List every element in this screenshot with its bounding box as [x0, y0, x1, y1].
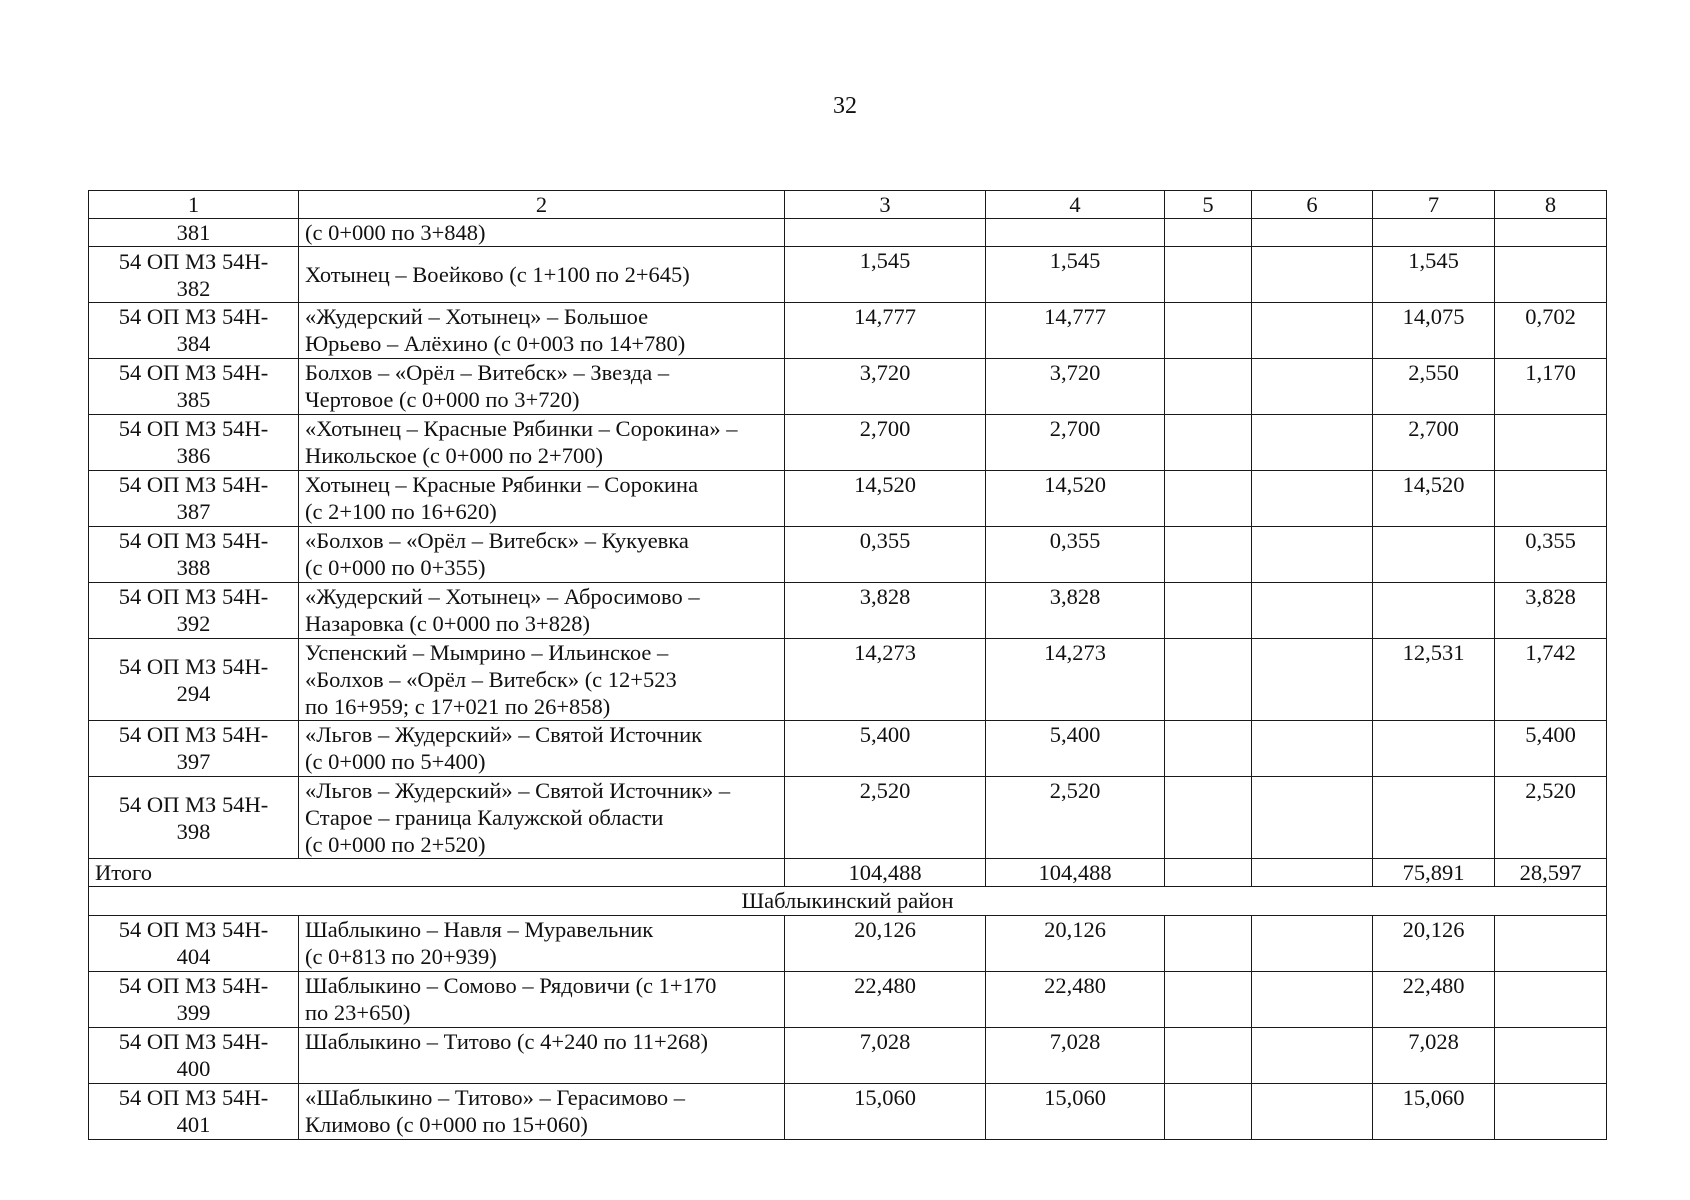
table-row — [89, 916, 1607, 972]
value-cell: 2,520 — [785, 777, 986, 859]
value-cell — [1165, 415, 1252, 471]
road-name-cell — [299, 583, 785, 639]
road-name-cell — [299, 777, 785, 859]
value-cell: 14,520 — [986, 471, 1165, 527]
table-row — [89, 359, 1607, 415]
road-name-line: Юрьево – Алёхино (с 0+003 по 14+780) — [305, 331, 686, 356]
value-cell — [1495, 1028, 1607, 1084]
road-code-line: 382 — [176, 275, 211, 301]
road-code-cell — [89, 639, 299, 721]
value-cell: 22,480 — [986, 972, 1165, 1028]
road-code-line: 54 ОП МЗ 54Н- — [118, 791, 269, 817]
road-name-line: «Жудерский – Хотынец» – Большое — [305, 304, 649, 329]
road-name-line: Назаровка (с 0+000 по 3+828) — [305, 611, 590, 636]
table-row — [89, 639, 1607, 721]
road-name-line: «Жудерский – Хотынец» – Абросимово – — [305, 584, 700, 609]
value-cell — [1252, 527, 1373, 583]
column-number-cell: 6 — [1252, 191, 1373, 219]
column-number-row — [89, 191, 1607, 219]
value-cell — [1373, 583, 1495, 639]
value-cell — [1165, 639, 1252, 721]
road-code-line: 392 — [176, 611, 211, 636]
value-cell: 1,545 — [785, 247, 986, 303]
value-cell — [986, 219, 1165, 247]
value-cell — [1165, 527, 1252, 583]
value-cell — [1495, 415, 1607, 471]
value-cell: 2,520 — [986, 777, 1165, 859]
road-name-line: «Болхов – «Орёл – Витебск» – Кукуевка — [305, 528, 689, 553]
value-cell — [1252, 639, 1373, 721]
road-code-line: 54 ОП МЗ 54Н- — [118, 304, 269, 329]
page-number: 32 — [833, 93, 857, 119]
column-number-cell: 1 — [89, 191, 299, 219]
total-value-cell: 104,488 — [986, 859, 1165, 887]
value-cell: 2,700 — [986, 415, 1165, 471]
total-row — [89, 859, 1607, 887]
table-row — [89, 972, 1607, 1028]
road-code-line: 387 — [176, 499, 211, 524]
value-cell: 22,480 — [785, 972, 986, 1028]
road-rows-group-2 — [89, 916, 1607, 1140]
value-cell: 14,520 — [785, 471, 986, 527]
value-cell — [1495, 1084, 1607, 1140]
road-name-line: «Шаблыкино – Титово» – Герасимово – — [305, 1085, 686, 1110]
value-cell: 3,720 — [785, 359, 986, 415]
value-cell: 2,550 — [1373, 359, 1495, 415]
value-cell — [1252, 471, 1373, 527]
road-name-cell — [299, 359, 785, 415]
road-code-line: 54 ОП МЗ 54Н- — [118, 584, 269, 609]
value-cell — [1165, 777, 1252, 859]
road-name-line: «Льгов – Жудерский» – Святой Источник» – — [305, 778, 731, 803]
table-row — [89, 583, 1607, 639]
table-row — [89, 303, 1607, 359]
value-cell — [1165, 359, 1252, 415]
value-cell — [1252, 219, 1373, 247]
value-cell: 22,480 — [1373, 972, 1495, 1028]
road-name-cell — [299, 916, 785, 972]
road-code-line: 386 — [176, 443, 211, 468]
road-code-line: 401 — [176, 1112, 211, 1137]
road-code-cell — [89, 721, 299, 777]
road-code-line: 54 ОП МЗ 54Н- — [118, 1029, 269, 1054]
road-name-line: (с 2+100 по 16+620) — [305, 499, 497, 524]
road-code-cell — [89, 219, 299, 247]
value-cell — [1165, 583, 1252, 639]
value-cell: 2,700 — [785, 415, 986, 471]
table-row — [89, 527, 1607, 583]
road-name-line: Старое – граница Калужской области — [305, 805, 664, 830]
road-name-line: Болхов – «Орёл – Витебск» – Звезда – — [305, 360, 670, 385]
road-name-cell — [299, 1084, 785, 1140]
value-cell — [1252, 1084, 1373, 1140]
table-row — [89, 471, 1607, 527]
value-cell: 1,742 — [1495, 639, 1607, 721]
value-cell — [1165, 247, 1252, 303]
road-code-line: 399 — [176, 1000, 211, 1025]
road-name-cell — [299, 415, 785, 471]
road-code-cell — [89, 527, 299, 583]
road-name-cell — [299, 972, 785, 1028]
road-name-cell — [299, 219, 785, 247]
value-cell: 7,028 — [986, 1028, 1165, 1084]
value-cell: 20,126 — [1373, 916, 1495, 972]
table-row — [89, 247, 1607, 303]
value-cell — [1165, 303, 1252, 359]
value-cell — [1252, 583, 1373, 639]
value-cell: 2,700 — [1373, 415, 1495, 471]
value-cell: 14,273 — [986, 639, 1165, 721]
value-cell — [1252, 916, 1373, 972]
road-name-line: Успенский – Мымрино – Ильинское – — [305, 640, 669, 665]
road-code-line: 54 ОП МЗ 54Н- — [118, 248, 269, 274]
road-code-line: 384 — [176, 331, 211, 356]
road-code-line: 385 — [176, 387, 211, 412]
value-cell: 5,400 — [785, 721, 986, 777]
road-code-cell — [89, 1084, 299, 1140]
value-cell: 3,828 — [1495, 583, 1607, 639]
column-number-cell: 4 — [986, 191, 1165, 219]
value-cell — [1252, 721, 1373, 777]
value-cell: 7,028 — [785, 1028, 986, 1084]
value-cell — [785, 219, 986, 247]
road-name-cell — [299, 721, 785, 777]
value-cell: 14,777 — [986, 303, 1165, 359]
road-name-line: «Льгов – Жудерский» – Святой Источник — [305, 722, 703, 747]
road-name-line: Хотынец – Воейково (с 1+100 по 2+645) — [305, 262, 690, 287]
road-name-cell — [299, 471, 785, 527]
road-code-line: 398 — [176, 818, 211, 844]
road-code-cell — [89, 916, 299, 972]
value-cell: 1,545 — [986, 247, 1165, 303]
road-name-line: Климово (с 0+000 по 15+060) — [305, 1112, 588, 1137]
road-code-line: 54 ОП МЗ 54Н- — [118, 722, 269, 747]
value-cell — [1495, 471, 1607, 527]
value-cell: 1,545 — [1373, 247, 1495, 303]
table-row — [89, 1084, 1607, 1140]
total-label: Итого — [89, 859, 785, 887]
section-row — [89, 887, 1607, 916]
value-cell — [1165, 916, 1252, 972]
road-name-line: Хотынец – Красные Рябинки – Сорокина — [305, 472, 699, 497]
road-name-cell — [299, 1028, 785, 1084]
value-cell: 20,126 — [785, 916, 986, 972]
column-number-cell: 3 — [785, 191, 986, 219]
value-cell — [1252, 303, 1373, 359]
value-cell — [1495, 247, 1607, 303]
value-cell: 3,720 — [986, 359, 1165, 415]
value-cell — [1165, 1028, 1252, 1084]
value-cell — [1165, 972, 1252, 1028]
road-name-line: Никольское (с 0+000 по 2+700) — [305, 443, 603, 468]
value-cell — [1252, 972, 1373, 1028]
value-cell: 5,400 — [1495, 721, 1607, 777]
road-code-cell — [89, 415, 299, 471]
road-name-line: (с 0+000 по 3+848) — [305, 220, 486, 245]
value-cell — [1165, 471, 1252, 527]
road-code-line: 54 ОП МЗ 54Н- — [118, 528, 269, 553]
value-cell: 2,520 — [1495, 777, 1607, 859]
value-cell: 0,355 — [785, 527, 986, 583]
road-name-line: по 16+959; с 17+021 по 26+858) — [305, 694, 611, 719]
value-cell: 14,273 — [785, 639, 986, 721]
value-cell — [1495, 916, 1607, 972]
road-name-line: (с 0+813 по 20+939) — [305, 944, 497, 969]
road-code-cell — [89, 359, 299, 415]
road-code-cell — [89, 303, 299, 359]
road-rows-group-1 — [89, 247, 1607, 859]
value-cell — [1373, 527, 1495, 583]
column-number-cell: 8 — [1495, 191, 1607, 219]
total-value-cell: 28,597 — [1495, 859, 1607, 887]
road-code-line: 54 ОП МЗ 54Н- — [118, 1085, 269, 1110]
road-name-line: по 23+650) — [305, 1000, 411, 1025]
road-code-line: 54 ОП МЗ 54Н- — [118, 973, 269, 998]
value-cell: 5,400 — [986, 721, 1165, 777]
road-name-cell — [299, 303, 785, 359]
road-code-cell — [89, 777, 299, 859]
road-name-line: Шаблыкино – Навля – Муравельник — [305, 917, 654, 942]
road-list-table — [88, 190, 1607, 1140]
road-code-line: 388 — [176, 555, 211, 580]
value-cell — [1373, 721, 1495, 777]
value-cell — [1165, 219, 1252, 247]
value-cell: 15,060 — [1373, 1084, 1495, 1140]
value-cell: 14,075 — [1373, 303, 1495, 359]
total-value-cell: 104,488 — [785, 859, 986, 887]
value-cell: 15,060 — [785, 1084, 986, 1140]
road-code-line: 294 — [176, 680, 211, 706]
road-name-cell — [299, 639, 785, 721]
value-cell: 20,126 — [986, 916, 1165, 972]
road-code-line: 54 ОП МЗ 54Н- — [118, 653, 269, 679]
value-cell — [1165, 721, 1252, 777]
value-cell — [1252, 1028, 1373, 1084]
value-cell — [1252, 777, 1373, 859]
value-cell: 3,828 — [785, 583, 986, 639]
road-code-line: 400 — [176, 1056, 211, 1081]
table-row — [89, 777, 1607, 859]
road-code-line: 381 — [176, 220, 211, 245]
value-cell: 14,777 — [785, 303, 986, 359]
road-name-cell — [299, 527, 785, 583]
value-cell: 15,060 — [986, 1084, 1165, 1140]
road-code-cell — [89, 247, 299, 303]
value-cell: 14,520 — [1373, 471, 1495, 527]
value-cell: 12,531 — [1373, 639, 1495, 721]
road-code-line: 397 — [176, 749, 211, 774]
road-name-line: Шаблыкино – Титово (с 4+240 по 11+268) — [305, 1029, 708, 1054]
value-cell — [1495, 972, 1607, 1028]
road-code-line: 404 — [176, 944, 211, 969]
value-cell — [1373, 219, 1495, 247]
road-code-line: 54 ОП МЗ 54Н- — [118, 360, 269, 385]
road-name-line: (с 0+000 по 5+400) — [305, 749, 486, 774]
table-row — [89, 1028, 1607, 1084]
road-name-cell — [299, 247, 785, 303]
total-value-cell — [1165, 859, 1252, 887]
value-cell: 7,028 — [1373, 1028, 1495, 1084]
value-cell — [1373, 777, 1495, 859]
value-cell — [1252, 247, 1373, 303]
road-code-line: 54 ОП МЗ 54Н- — [118, 472, 269, 497]
value-cell — [1165, 1084, 1252, 1140]
table-row — [89, 721, 1607, 777]
road-code-line: 54 ОП МЗ 54Н- — [118, 416, 269, 441]
total-value-cell — [1252, 859, 1373, 887]
value-cell — [1252, 415, 1373, 471]
road-name-line: Чертовое (с 0+000 по 3+720) — [305, 387, 580, 412]
value-cell: 0,355 — [1495, 527, 1607, 583]
column-number-cell: 7 — [1373, 191, 1495, 219]
continuation-row — [89, 219, 1607, 247]
value-cell: 0,702 — [1495, 303, 1607, 359]
road-code-cell — [89, 471, 299, 527]
road-code-cell — [89, 583, 299, 639]
total-value-cell: 75,891 — [1373, 859, 1495, 887]
value-cell: 1,170 — [1495, 359, 1607, 415]
column-number-cell: 5 — [1165, 191, 1252, 219]
road-code-cell — [89, 972, 299, 1028]
value-cell: 0,355 — [986, 527, 1165, 583]
road-name-line: (с 0+000 по 0+355) — [305, 555, 486, 580]
section-title: Шаблыкинский район — [89, 887, 1607, 916]
road-code-line: 54 ОП МЗ 54Н- — [118, 917, 269, 942]
road-code-cell — [89, 1028, 299, 1084]
road-name-line: «Хотынец – Красные Рябинки – Сорокина» – — [305, 416, 738, 441]
road-name-line: Шаблыкино – Сомово – Рядовичи (с 1+170 — [305, 973, 717, 998]
value-cell — [1495, 219, 1607, 247]
value-cell: 3,828 — [986, 583, 1165, 639]
table-row — [89, 415, 1607, 471]
column-number-cell: 2 — [299, 191, 785, 219]
value-cell — [1252, 359, 1373, 415]
road-name-line: (с 0+000 по 2+520) — [305, 832, 486, 857]
road-name-line: «Болхов – «Орёл – Витебск» (с 12+523 — [305, 667, 677, 692]
